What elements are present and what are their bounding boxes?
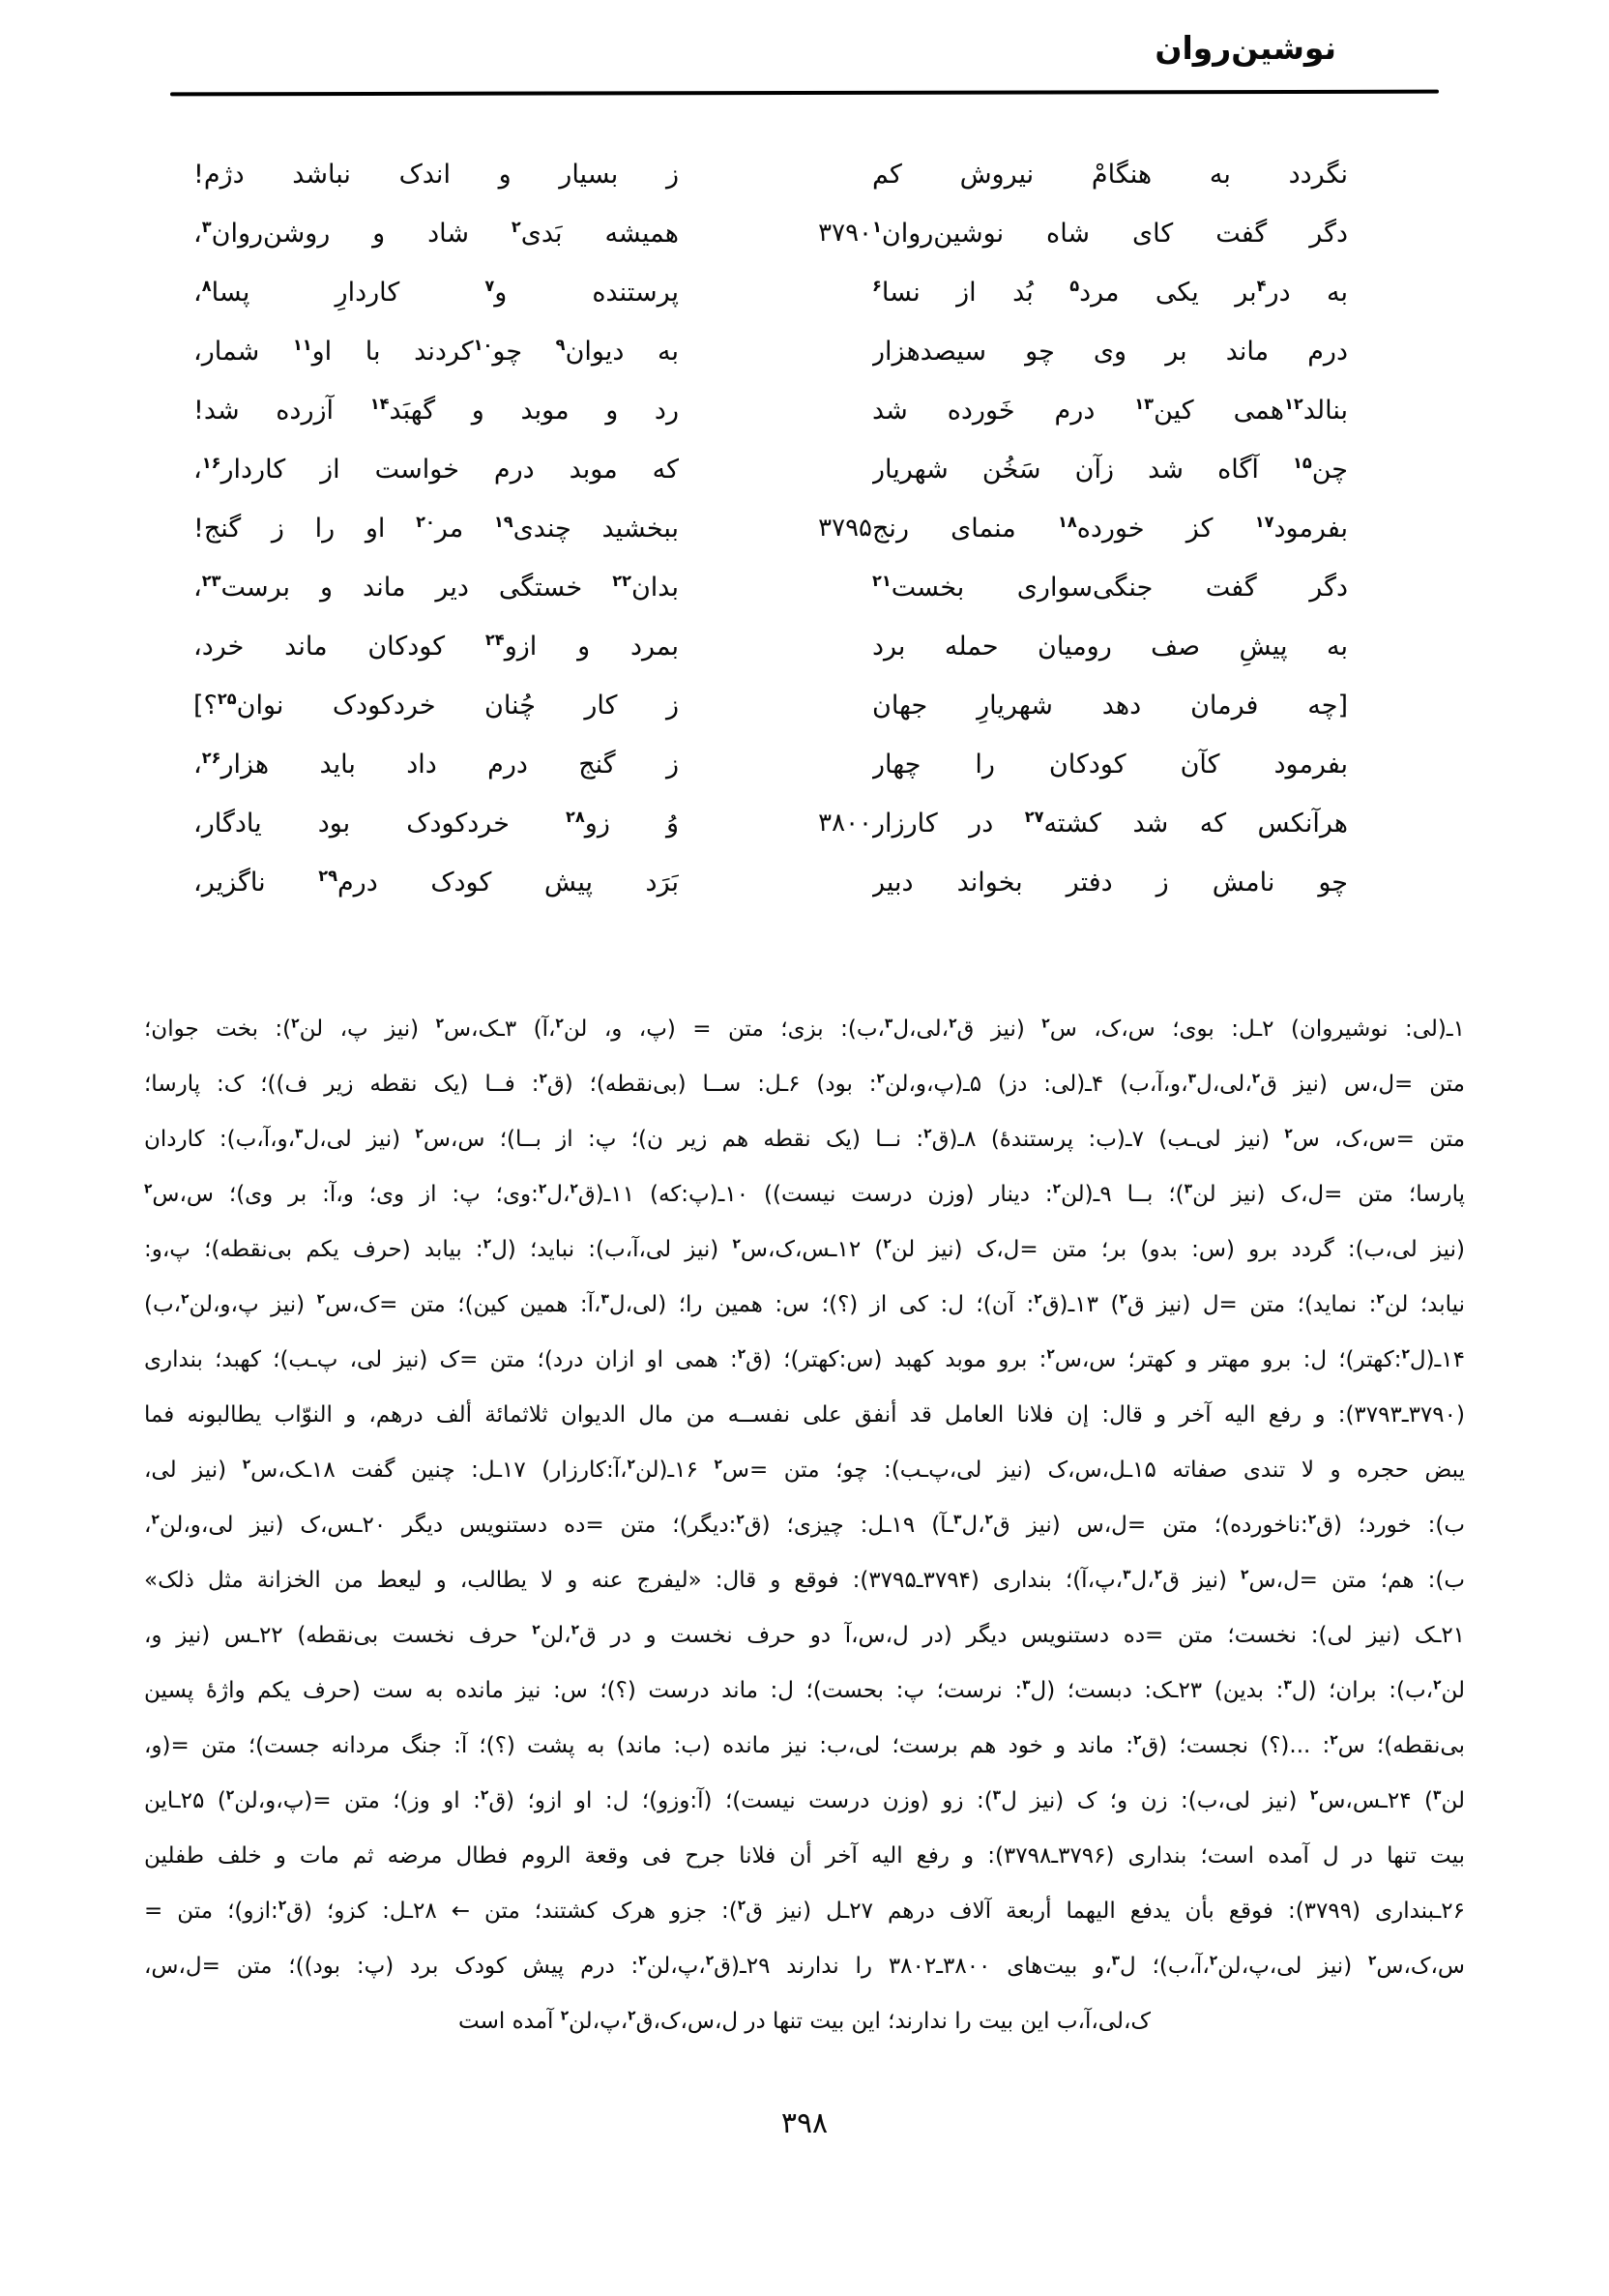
footnote-marker: ۲ [732,1236,741,1252]
footnote-marker: ۲ [1133,1732,1142,1749]
verse-number: ۳۸۰۰ [818,809,872,838]
footnote-marker: ۱۴ [369,395,390,413]
footnote-line: ۲۶ـبنداری (۳۷۹۹): فوقع بأن یدفع الیهما أربعة آلاف درهم ۲۷ـل (نیز ق$^۲$): جزو هرک کشتند؛ متن ← ۲۸ـل: کزو؛ (ق$^۲$:ازو)؛ متن = [144,1898,1465,1924]
footnote-line: بیت تنها در ل آمده است؛ بنداری (۳۷۹۶ـ۳۷۹۸): و رفع الیه آخر أن فلانا جرح فی وقعة الروم فطال مرضه ثم مات و خلف طفلین [144,1843,1465,1869]
footnote-marker: ۴ [1256,277,1267,295]
hemistich-right: دگر گفت کای شاه نوشین‌روان$^۱$ [872,218,1348,249]
page-number: ۳۹۸ [780,2106,829,2140]
footnote-marker: ۲ [1251,1071,1261,1087]
footnote-marker: ۳ [1111,1953,1121,1969]
footnote-marker: ۲ [736,1512,745,1528]
footnote-marker: ۵ [1069,277,1080,295]
footnote-marker: ۳ [1283,1677,1292,1693]
footnote-marker: ۳ [295,1126,304,1142]
footnote-marker: ۲ [705,1953,715,1969]
hemistich-left: پرستنده و$^۷$ کاردارِ پسا$^۸$، [193,277,679,308]
footnote-marker: ۱۷ [1254,513,1274,531]
footnote-marker: ۲ [181,1291,190,1308]
verse-row [0,440,1609,499]
footnote-line: یبض حجره و لا تندی صفاته ۱۵ـل،س،ک (نیز لی،پ‌ـب): چو؛ متن =س$^۲$ ۱۶ـ(لن$^۲$،آ:کارزار) ۱۷ـل: چنین گفت ۱۸ـک،س$^۲$ (نیز لی، [144,1457,1465,1483]
verse-row [0,558,1609,617]
footnote-marker: ۲ [923,1126,932,1142]
footnote-marker: ۲ [1119,1291,1127,1308]
footnote-line: لن$^۲$،ب): بران؛ (ل$^۳$: بدین) ۲۳ـک: دبست؛ (ل$^۳$: نرست؛ پ: بحست)؛ ل: ماند درست (؟)؛ س: نیز مانده به ست (حرف یکم واژهٔ پسین [144,1677,1465,1703]
footnote-marker: ۲۳ [201,572,221,590]
footnote-marker: ۲ [883,1236,892,1252]
footnote-marker: ۲۷ [1024,808,1044,826]
hemistich-left: ز گنج درم داد باید هزار$^{۲۶}$، [193,749,679,780]
hemistich-left: ز کار چُنان خردکودک نوان$^{۲۵}$؟] [193,690,679,721]
footnote-marker: ۲ [984,1512,993,1528]
hemistich-right: بفرمود$^{۱۷}$ کز خورده$^{۱۸}$ منمای رنج [872,513,1348,544]
footnote-marker: ۲ [316,1291,326,1308]
verse-row [0,145,1609,204]
footnote-line: متن =س،ک، س$^۲$ (نیز لی‌ـب) ۷ـ(ب: پرستندهٔ) ۸ـ(ق$^۲$: نــا (یک نقطه هم زیر ن)؛ پ: از بــا)؛ س،س$^۲$ (نیز لی،ل$^۳$،و،آ،ب): کاردان [144,1126,1465,1152]
footnote-marker: ۳ [1184,1181,1193,1197]
hemistich-left: وُ زو$^{۲۸}$ خردکودک بود یادگار، [193,808,679,839]
footnote-line: بی‌نقطه)؛ س$^۲$: ...(؟) نجست؛ (ق$^۲$: ماند و خود هم برست؛ لی،ب: نیز مانده (ب: ماند) به پشت (؟)؛ آ: جنگ مردانه جست)؛ متن =(و، [144,1732,1465,1758]
footnote-marker: ۲ [1376,1291,1385,1308]
footnote-marker: ۷ [484,277,495,295]
footnote-line: نیابد؛ لن$^۲$: نماید)؛ متن =ل (نیز ق$^۲$) ۱۳ـ(ق$^۲$: آن)؛ ل: کی از (؟)؛ س: همین را؛ (لی،ل$^۳$،آ: همین کین)؛ متن =ک،س$^۲$ (نیز پ،و،لن$^۲$،ب) [144,1291,1465,1317]
footnote-marker: ۲ [278,1898,287,1914]
footnote-marker: ۳ [884,1016,893,1032]
verse-row [0,204,1609,263]
footnote-marker: ۱ [872,218,882,236]
footnote-marker: ۳ [992,1787,1002,1804]
hemistich-right: چن$^{۱۵}$ آگاه شد زآن سَخُن شهریار [872,454,1348,485]
hemistich-left: بدان$^{۲۲}$ خستگی دیر ماند و برست$^{۲۳}$، [193,572,679,603]
footnote-marker: ۲۹ [318,867,337,885]
hemistich-right: [چه فرمان دهد شهریارِ جهان [872,691,1348,721]
footnote-line: ب): هم؛ متن =ل،س$^۲$ (نیز ق$^۲$،ل$^۳$،پ،آ)؛ بنداری (۳۷۹۴ـ۳۷۹۵): فوقع و قال: «لیفرج عنه و لا یطالب، و لیعط من الخزانة مثل ذلک» [144,1567,1465,1593]
footnote-marker: ۲ [638,1953,647,1969]
footnote-marker: ۲ [1368,1953,1377,1969]
footnote-marker: ۳ [600,1291,609,1308]
footnote-marker: ۳ [1123,1567,1131,1583]
footnote-marker: ۲ [737,1346,746,1363]
footnote-marker: ۲ [511,218,521,236]
footnote-line: (نیز لی،ب): گردد برو (س: بدو) بر؛ متن =ل،ک (نیز لن$^۲$) ۱۲ـس،ک،س$^۲$ (نیز لی،آ،ب): نباید؛ (ل$^۲$: بیابد (حرف یکم بی‌نقطه)؛ پ،و: [144,1236,1465,1262]
footnote-line: (۳۷۹۰ـ۳۷۹۳): و رفع الیه آخر و قال: إن فلانا العامل قد أنفق علی نفســه من مال الدیوان ثلاثمائة ألف درهم، و النوّاب یطالبونه فما [144,1402,1465,1428]
footnote-marker: ۲ [1034,1291,1042,1308]
footnote-line: متن =ل،س (نیز ق$^۲$،لی،ل$^۳$،و،آ،ب) ۴ـ(لی: دز) ۵ـ(پ،و،لن$^۲$: بود) ۶ـل: ســا (بی‌نقطه)؛ (ق$^۲$: فــا (یک نقطه زیر ف))؛ ک: پارسا؛ [144,1071,1465,1097]
hemistich-right: نگردد به هنگامْ نیروش کم [872,160,1348,190]
verse-row [0,676,1609,735]
verse-row [0,499,1609,558]
verse-row [0,322,1609,381]
footnote-line: ۱۴ـ(ل$^۲$:کهتر)؛ ل: برو مهتر و کهتر؛ س،س$^۲$: برو موبد کهبد (س:کهتر)؛ (ق$^۲$: همی او ازان درد)؛ متن =ک (نیز لی، پ‌ـب)؛ کهبد؛ بنداری [144,1346,1465,1372]
footnote-line: پارسا؛ متن =ل،ک (نیز لن$^۳$)؛ بــا ۹ـ(لن$^۲$: دینار (وزن درست نیست)) ۱۰ـ(پ:که) ۱۱ـ(ق$^۲$،ل$^۲$:وی؛ پ: از وی؛ و،آ: بر وی)؛ س،س$^۲$ [144,1181,1465,1207]
footnote-marker: ۱۰ [473,336,493,354]
footnote-marker: ۲ [291,1016,300,1032]
footnote-marker: ۶ [872,277,882,295]
footnote-marker: ۲ [560,2008,570,2024]
verse-row [0,617,1609,676]
footnote-marker: ۳ [1187,1071,1196,1087]
footnote-marker: ۱۹ [493,513,513,531]
hemistich-left: که موبد درم خواست از کاردار$^{۱۶}$، [193,454,679,485]
hemistich-right: بفرمود کآن کودکان را چهار [872,750,1348,780]
footnote-marker: ۲ [538,1181,547,1197]
chapter-title: نوشین‌روان [1155,29,1336,67]
hemistich-right: درم ماند بر وی چو سیصدهزار [872,337,1348,367]
footnote-marker: ۲ [1284,1126,1293,1142]
footnote-marker: ۲ [1154,1567,1163,1583]
footnote-marker: ۱۸ [1057,513,1077,531]
footnote-line: لن$^۳$) ۲۴ـس،س$^۲$ (نیز لی،ب): زن و؛ ک (نیز ل$^۳$): زو (وزن درست نیست)؛ (آ:وزو)؛ ل: او ازو؛ (ق$^۲$: او وز)؛ متن =(پ،و،لن$^۲$) ۲۵ـاین [144,1787,1465,1813]
footnote-marker: ۱۵ [1292,454,1312,472]
hemistich-left: ببخشید چندی$^{۱۹}$ مر$^{۲۰}$ او را ز گنج! [193,513,679,544]
footnote-marker: ۲ [435,1016,444,1032]
hemistich-right: هرآنکس که شد کشته$^{۲۷}$ در کارزار [872,808,1348,839]
footnote-marker: ۳ [952,1512,962,1528]
footnote-marker: ۲۲ [612,572,631,590]
footnote-marker: ۲ [1041,1016,1050,1032]
footnote-marker: ۲ [1330,1732,1338,1749]
footnote-marker: ۲۴ [484,631,505,649]
footnote-marker: ۲ [570,1181,578,1197]
footnote-marker: ۲ [539,1071,547,1087]
footnote-marker: ۲ [1307,1512,1317,1528]
footnote-marker: ۲۵ [217,690,237,708]
header-rule [170,90,1439,97]
footnote-marker: ۲ [1241,1567,1249,1583]
footnote-marker: ۲ [480,1787,489,1804]
footnote-marker: ۲ [415,1126,424,1142]
footnote-marker: ۲ [714,1457,722,1473]
footnote-marker: ۲ [144,1181,153,1197]
footnote-marker: ۲۰ [416,513,435,531]
hemistich-left: ز بسیار و اندک نباشد دژم! [193,160,679,190]
footnote-marker: ۳ [201,218,212,236]
footnote-marker: ۲ [737,1898,746,1914]
hemistich-left: بَرَد پیش کودک درم$^{۲۹}$ ناگزیر، [193,867,679,898]
verse-number: ۳۷۹۰ [818,219,872,248]
footnote-marker: ۳ [1022,1677,1031,1693]
footnote-marker: ۲ [1401,1346,1410,1363]
footnote-line: ب): خورد؛ (ق$^۲$:ناخورده)؛ متن =ل،س (نیز ق$^۲$،ل$^۳$ـآ) ۱۹ـل: چیزی؛ (ق$^۲$:دیگر)؛ متن =ده دستنویس دیگر ۲۰ـس،ک (نیز لی،و،لن$^۲$، [144,1512,1465,1538]
footnote-marker: ۲ [628,2008,636,2024]
footnote-marker: ۲ [1052,1181,1062,1197]
footnote-marker: ۲ [555,1016,564,1032]
footnote-marker: ۲ [225,1787,235,1804]
footnote-marker: ۲ [151,1512,160,1528]
hemistich-right: به در$^۴$بر یکی مرد$^۵$ بُد از نسا$^۶$ [872,277,1348,308]
footnote-marker: ۸ [201,277,212,295]
footnote-marker: ۲ [570,1622,579,1638]
footnote-line: ۲۱ـک (نیز لی): نخست؛ متن =ده دستنویس دیگر (در ل،س،آ دو حرف نخست و در ق$^۲$،لن$^۲$ حرف نخست بی‌نقطه) ۲۲ـس (نیز و، [144,1622,1465,1648]
footnote-line: س،ک،س$^۲$ (نیز لی،پ،لن$^۲$،آ،ب)؛ ل$^۳$،و بیت‌های ۳۸۰۰ـ۳۸۰۲ را ندارند ۲۹ـ(ق$^۲$،پ،لن$^۲$: درم پیش کودک برد (پ: بود))؛ متن =ل،س، [144,1953,1465,1979]
footnote-marker: ۲ [483,1236,492,1252]
verse-row [0,794,1609,853]
footnote-marker: ۱۲ [1283,395,1303,413]
hemistich-left: بمرد و ازو$^{۲۴}$ کودکان ماند خرد، [193,631,679,662]
footnote-marker: ۲ [1046,1346,1055,1363]
footnote-marker: ۲۸ [566,808,585,826]
footnote-marker: ۹ [555,336,566,354]
footnote-marker: ۱۱ [292,336,312,354]
footnote-marker: ۱۶ [201,454,221,472]
verse-row [0,735,1609,794]
footnote-marker: ۲ [876,1071,885,1087]
footnote-marker: ۲ [242,1457,251,1473]
verse-row [0,381,1609,440]
footnote-marker: ۲ [1433,1677,1442,1693]
footnote-marker: ۳ [1433,1787,1442,1804]
footnote-marker: ۲۱ [872,572,892,590]
footnote-marker: ۲۶ [201,749,221,767]
footnote-marker: ۲ [1309,1787,1319,1804]
verse-number: ۳۷۹۵ [818,514,872,543]
footnote-line: ک،لی،آ،ب این بیت را ندارند؛ این بیت تنها در ل،س،ک،ق$^۲$،پ،لن$^۲$ آمده است [458,2008,1151,2034]
footnote-line: ۱ـ(لی: نوشیروان) ۲ـل: بوی؛ س،ک، س$^۲$ (نیز ق$^۲$،لی،ل$^۳$،ب): بزی؛ متن = (پ، و، لن$^۲$،آ) ۳ـک،س$^۲$ (نیز پ، لن$^۲$): بخت جوان؛ [144,1016,1465,1042]
hemistich-right: بنالد$^{۱۲}$همی کین$^{۱۳}$ درم خَورده شد [872,395,1348,426]
hemistich-right: چو نامش ز دفتر بخواند دبیر [872,868,1348,898]
footnote-marker: ۲ [949,1016,957,1032]
hemistich-right: دگر گفت جنگی‌سواری بخست$^{۲۱}$ [872,572,1348,603]
critical-apparatus [144,1002,1465,2049]
poem-section [0,145,1609,912]
hemistich-right: به پیشِ صف رومیان حمله برد [872,632,1348,662]
verse-row [0,263,1609,322]
hemistich-left: به دیوان$^۹$ چو$^{۱۰}$کردند با او$^{۱۱}$ شمار، [193,336,679,367]
hemistich-left: همیشه بَدی$^۲$ شاد و روشن‌روان$^۳$، [193,218,679,249]
verse-row [0,853,1609,912]
hemistich-left: رد و موبد و گهبَد$^{۱۴}$ آزرده شد! [193,395,679,426]
footnote-marker: ۲ [627,1457,635,1473]
footnote-marker: ۱۳ [1134,395,1155,413]
footnote-marker: ۲ [532,1622,541,1638]
footnote-marker: ۲ [1209,1953,1218,1969]
